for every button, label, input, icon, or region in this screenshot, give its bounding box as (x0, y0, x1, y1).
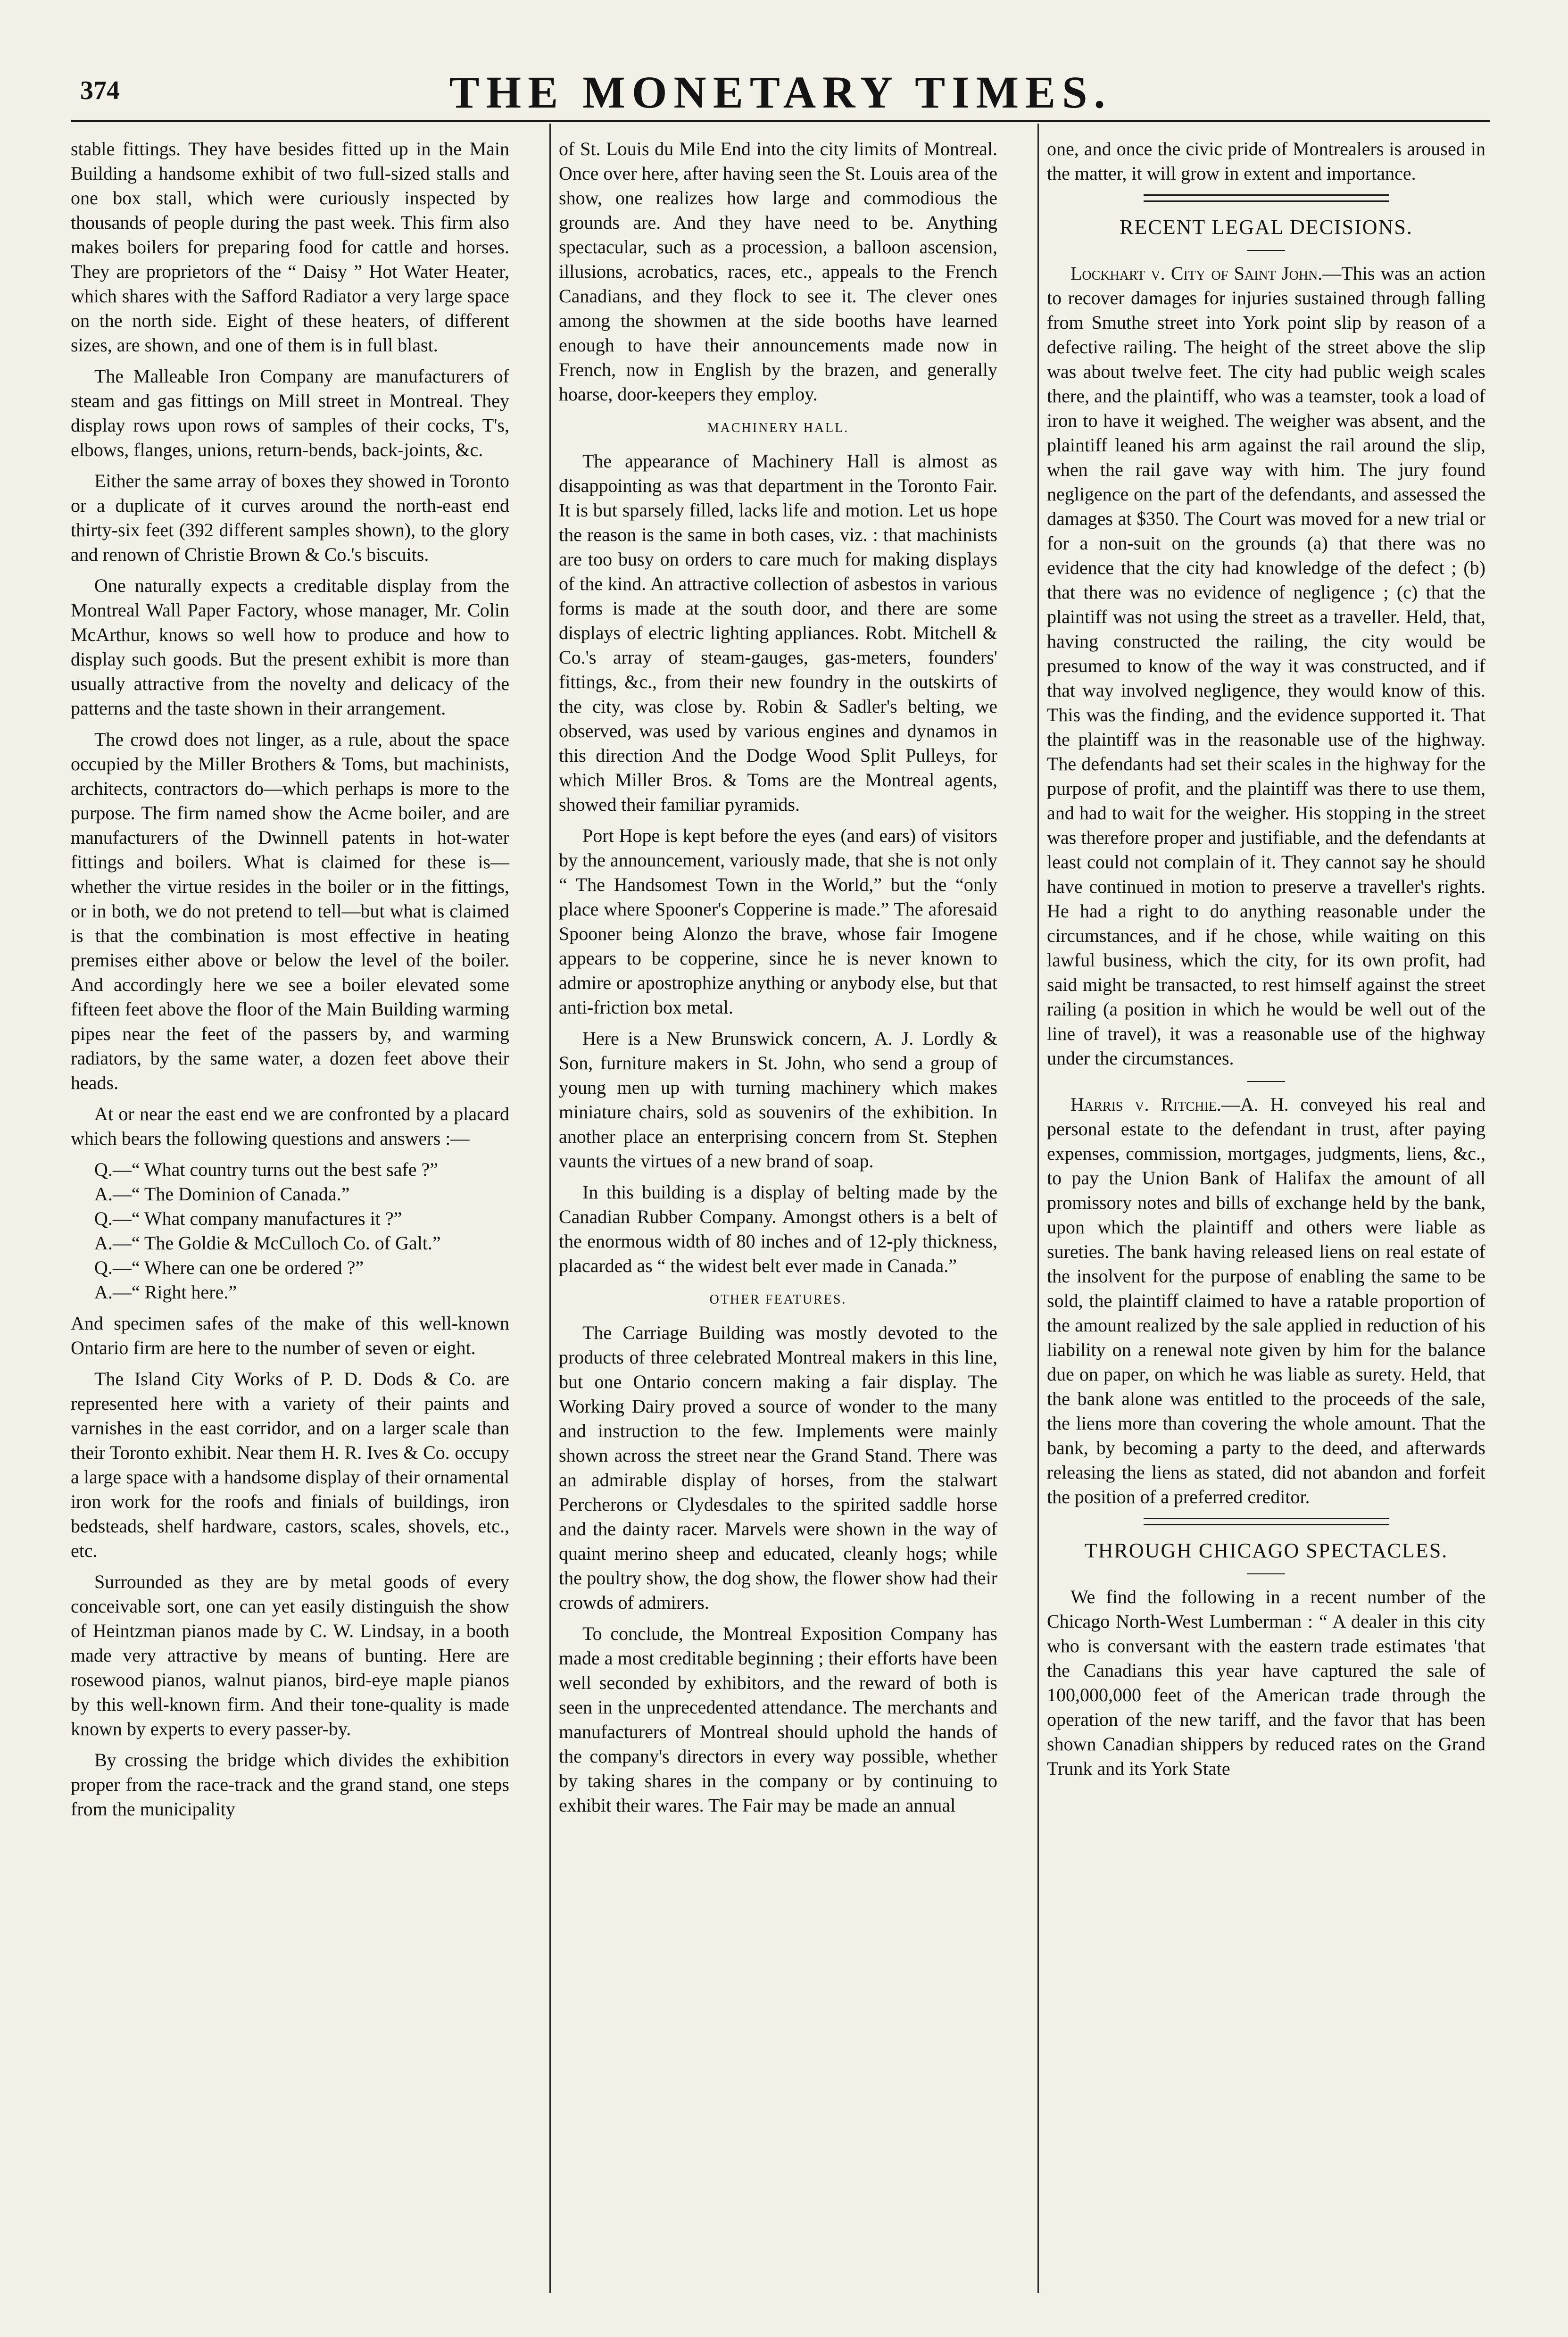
column-1 (71, 137, 509, 1821)
paragraph: Either the same array of boxes they showed in Toronto or a duplicate of it curves around the north-east end thirty-six feet (392 different samples shown), to the glory and renown of Christie Brown & Co.'s biscuits. (71, 470, 509, 565)
paragraph: In this building is a display of belting made by the Canadian Rubber Company. Amongst others is a belt of the enormous width of 80 inches and of 12-ply thickness, placarded as “ the widest belt ever made in Canada.” (559, 1181, 997, 1276)
header-rule (71, 120, 1490, 122)
page-header (71, 61, 1490, 118)
question: Q.—“ Where can one be ordered ?” (94, 1257, 364, 1278)
paragraph: The Carriage Building was mostly devoted to the products of three celebrated Montreal makers in this line, but one Ontario concern making a fair display. The Working Dairy proved a source of wonder to the many and instruction to the few. Implements were mainly shown across the street near the Grand Stand. There was an admirable display of horses, from the stalwart Percherons or Clydesdales to the spirited saddle horse and the dainty racer. Marvels were shown in the way of quaint merino sheep and educated, cleanly hogs; while the poultry show, the dog show, the flower show had their crowds of admirers. (559, 1322, 997, 1613)
case-title: Harris v. Ritchie. (1070, 1094, 1221, 1115)
section-divider (1144, 1518, 1389, 1525)
paragraph: To conclude, the Montreal Exposition Company has made a most creditable beginning ; their efforts have been well seconded by exhibitors, and the reward of both is seen in the unprecedented attendance. The merchants and manufacturers of Montreal should uphold the hands of the company's directors in every way possible, whether by taking shares in the company or by continuing to exhibit their wares. The Fair may be made an annual (559, 1623, 997, 1816)
section-heading: THROUGH CHICAGO SPECTACLES. (1084, 1539, 1448, 1562)
paragraph: Port Hope is kept before the eyes (and ears) of visitors by the announcement, variously made, that she is not only “ The Handsomest Town in the World,” but the “only place where Spooner's Copperine is made.” The aforesaid Spooner being Alonzo the brave, whose fair Imogene appears to be copperine, since he is never known to admire or apostrophize anything or anybody else, but that anti-friction box metal. (559, 825, 997, 1018)
paragraph: The crowd does not linger, as a rule, about the space occupied by the Miller Brothers & Toms, but machinists, architects, contractors do—which perhaps is more to the purpose. The firm named show the Acme boiler, and are manufacturers of the Dwinnell patents in hot-water fittings and boilers. What is claimed for these is—whether the virtue resides in the boiler or in the fittings, or in both, we do not pretend to tell—but what is claimed is that the combination is most effective in heating premises either above or below the level of the boiler. And accordingly here we see a boiler elevated some fifteen feet above the floor of the Main Building warming pipes near the feet of the passers by, and warming radiators, by the same water, a dozen feet above their heads. (71, 729, 509, 1093)
answer: A.—“ The Dominion of Canada.” (94, 1183, 350, 1205)
masthead-title: THE MONETARY TIMES. (449, 67, 1112, 117)
answer: A.—“ The Goldie & McCulloch Co. of Galt.” (94, 1232, 441, 1254)
section-subhead: OTHER FEATURES. (709, 1292, 847, 1307)
case-divider (1247, 1081, 1285, 1082)
paragraph: And specimen safes of the make of this well-known Ontario firm are here to the number of seven or eight. (71, 1313, 509, 1358)
heading-rule (1247, 250, 1285, 251)
paragraph: The Island City Works of P. D. Dods & Co. are represented here with a variety of their paints and varnishes in the east corridor, and on a larger scale than their Toronto exhibit. Near them H. R. Ives & Co. occupy a large space with a handsome display of their ornamental iron work for the roofs and finials of buildings, iron bedsteads, shelf hardware, castors, scales, shovels, etc., etc. (71, 1368, 509, 1561)
heading-rule (1247, 1573, 1285, 1574)
section-heading: RECENT LEGAL DECISIONS. (1120, 216, 1413, 239)
question: Q.—“ What company manufactures it ?” (94, 1208, 402, 1229)
paragraph: The appearance of Machinery Hall is almost as disappointing as was that department in the Toronto Fair. It is but sparsely filled, lacks life and motion. Let us hope the reason is the same in both cases, viz. : that machinists are too busy on orders to care much for making displays of the kind. An attractive collection of asbestos in various forms is made at the south door, and there are some displays of electric lighting appliances. Robt. Mitchell & Co.'s array of steam-gauges, gas-meters, founders' fittings, &c., from their new foundry in the outskirts of the city, was close by. Robin & Sadler's belting, we observed, was used by various engines and dynamos in this direction And the Dodge Wood Split Pulleys, for which Miller Bros. & Toms are the Montreal agents, showed their familiar pyramids. (559, 450, 997, 815)
case-body: —A. H. conveyed his real and personal estate to the defendant in trust, after paying expenses, commission, mortgages, judgments, liens, &c., to pay the Union Bank of Halifax the amount of all promissory notes and bills of exchange held by the bank, upon which the plaintiff and others were liable as sureties. The bank having released liens on real estate of the insolvent for the purpose of enabling the same to be sold, the plaintiff claimed to have a ratable proportion of the amount realized by the sale applied in reduction of his liability on a renewal note given by him for the balance due on paper, on which he was liable as surety. Held, that the bank alone was entitled to the proceeds of the sale, the liens more than covering the whole amount. That the bank, by becoming a party to the deed, and afterwards releasing the liens as stated, did not abandon and forfeit the position of a preferred creditor. (1047, 1094, 1485, 1507)
case-body: —This was an action to recover damages for injuries sustained through falling from Smuthe street into York point slip by reason of a defective railing. The height of the street above the slip was about twelve feet. The city had public weigh scales there, and the plaintiff, who was a teamster, took a load of iron to have it weighed. The weigher was absent, and the plaintiff leaned his arm against the rail around the slip, when the rail gave way with him. The jury found negligence on the part of the defendants, and assessed the damages at $350. The Court was moved for a new trial or for a non-suit on the grounds (a) that there was no evidence that the city had knowledge of the defect ; (b) that there was no evidence of negligence ; (c) that the plaintiff was not using the street as a traveller. Held, that, having constructed the railing, the city would be presumed to know of the way it was constructed, and if that way involved negligence, they would know of this. This was the finding, and the evidence supported it. That the plaintiff was in the reasonable use of the highway. The defendants had set their scales in the highway for the purpose of profit, and the plaintiff was there to use them, and had to wait for the weigher. His stopping in the street was therefore proper and justifiable, and the defendants at least could not complain of it. They cannot say he should have continued in motion to preserve a traveller's rights. He had a right to do anything reasonable under the circumstances, and if he chose, while waiting on this lawful business, which the city, for its own profit, had said might be transacted, to rest himself against the street railing (a position in which he would be well out of the line of travel), it was a reasonable use of the highway under the circumstances. (1047, 263, 1485, 1069)
column-divider (1037, 124, 1039, 2293)
paragraph: of St. Louis du Mile End into the city limits of Montreal. Once over here, after having seen the St. Louis area of the show, one realizes how large and commodious the grounds are. And they have need to be. Anything spectacular, such as a procession, a balloon ascension, illusions, acrobatics, races, etc., appeals to the French Canadians, and they flock to see it. The clever ones among the showmen at the side booths have learned enough to have their announcements made now in French, now in English by the brazen, and generally hoarse, door-keepers they employ. (559, 138, 997, 405)
paragraph: one, and once the civic pride of Montrealers is aroused in the matter, it will grow in extent and importance. (1047, 138, 1485, 184)
legal-case (1047, 1092, 1485, 1509)
legal-case (1047, 261, 1485, 1071)
column-3 (1047, 137, 1485, 1781)
paragraph: Surrounded as they are by metal goods of every conceivable sort, one can yet easily distinguish the show of Heintzman pianos made by C. W. Lindsay, in a booth made very attractive by means of bunting. Here are rosewood pianos, walnut pianos, bird-eye maple pianos by this well-known firm. And their tone-quality is made known by experts to every passer-by. (71, 1571, 509, 1739)
question: Q.—“ What country turns out the best safe ?” (94, 1159, 439, 1180)
case-title: Lockhart v. City of Saint John. (1070, 263, 1323, 284)
section-divider (1144, 194, 1389, 202)
paragraph: We find the following in a recent number of the Chicago North-West Lumberman : “ A dealer in this city who is conversant with the eastern trade estimates 'that the Canadians this year have captured the sale of 100,000,000 feet of the American trade through the operation of the new tariff, and the favor that has been shown Canadian shippers by reduced rates on the Grand Trunk and its York State (1047, 1586, 1485, 1779)
page-number: 374 (80, 76, 120, 105)
column-divider (549, 124, 551, 2293)
paragraph: The Malleable Iron Company are manufacturers of steam and gas fittings on Mill street in Montreal. They display rows upon rows of samples of their cocks, T's, elbows, flanges, unions, return-bends, back-joints, &c. (71, 366, 509, 460)
paragraph: By crossing the bridge which divides the exhibition proper from the race-track and the grand stand, one steps from the municipality (71, 1749, 509, 1820)
paragraph: At or near the east end we are confronted by a placard which bears the following questions and answers :— (71, 1103, 509, 1149)
column-2 (559, 137, 997, 1818)
paragraph: stable fittings. They have besides fitted up in the Main Building a handsome exhibit of two full-sized stalls and one box stall, which were curiously inspected by thousands of people during the past week. This firm also makes boilers for preparing food for cattle and horses. They are proprietors of the “ Daisy ” Hot Water Heater, which shares with the Safford Radiator a very large space on the north side. Eight of these heaters, of different sizes, are shown, and one of them is in full blast. (71, 138, 509, 356)
paragraph: Here is a New Brunswick concern, A. J. Lordly & Son, furniture makers in St. John, who send a group of young men up with turning machinery which makes miniature chairs, sold as souvenirs of the exhibition. In another place an enterprising concern from St. Stephen vaunts the virtues of a new brand of soap. (559, 1028, 997, 1172)
answer: A.—“ Right here.” (94, 1281, 237, 1303)
paragraph: One naturally expects a creditable display from the Montreal Wall Paper Factory, whose manager, Mr. Colin McArthur, knows so well how to produce and how to display such goods. But the present exhibit is more than usually attractive from the novelty and delicacy of the patterns and the taste shown in their arrangement. (71, 575, 509, 719)
section-subhead: MACHINERY HALL. (707, 421, 849, 435)
